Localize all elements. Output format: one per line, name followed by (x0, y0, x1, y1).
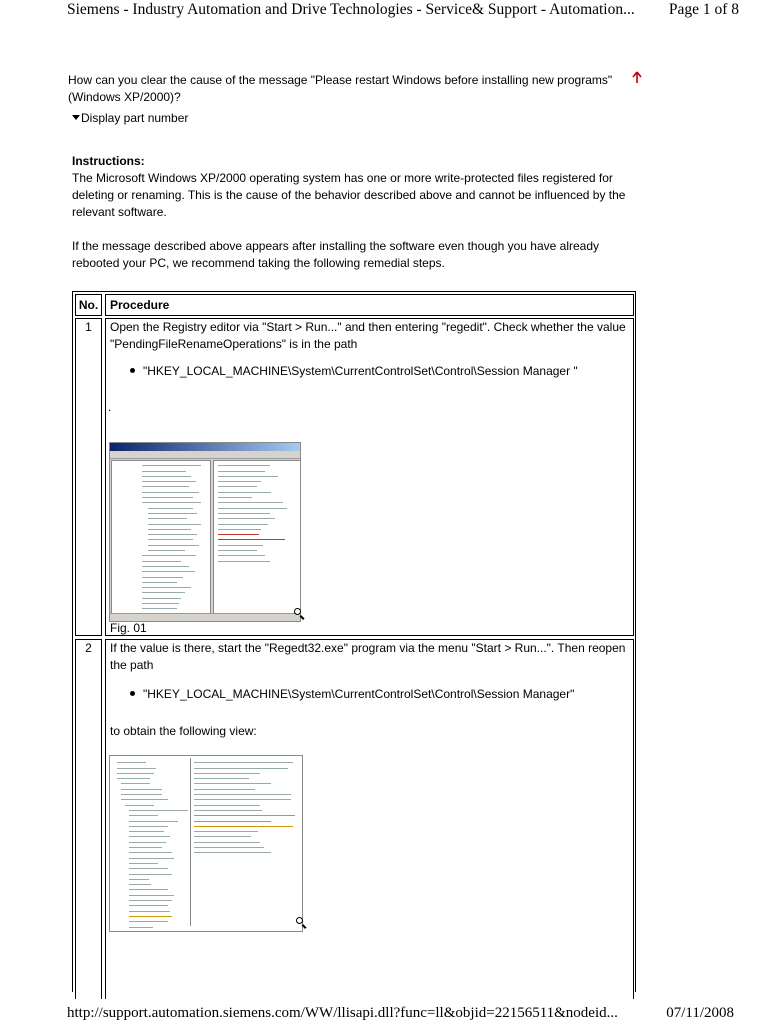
regedit-screenshot[interactable] (109, 442, 301, 622)
screenshot-menubar (110, 451, 300, 459)
bullet-dot-icon (130, 691, 135, 696)
figure-caption: Fig. 01 (110, 621, 147, 635)
row-2-number (75, 639, 102, 999)
step-text: If the value is there, start the "Regedt32.exe" program via the menu "Start > Run...". Then reopen the path (110, 641, 626, 672)
arrow-up-icon[interactable] (631, 71, 643, 85)
page-number: Page 1 of 8 (668, 1, 739, 18)
regedt32-screenshot[interactable] (109, 755, 303, 932)
column-header-procedure: Procedure (105, 294, 634, 316)
registry-path: "HKEY_LOCAL_MACHINE\System\CurrentControlSet\Control\Session Manager " (143, 364, 578, 378)
view-intro: to obtain the following view: (110, 724, 257, 738)
registry-path-bullet (130, 686, 620, 703)
screenshot-values-pane (190, 758, 301, 926)
step-text: Open the Registry editor via "Start > Run..." and then entering "regedit". Check whether the value "PendingFileRenameOperations" is in the path (110, 320, 626, 351)
row-1-procedure (105, 318, 634, 636)
registry-path: "HKEY_LOCAL_MACHINE\System\CurrentControlSet\Control\Session Manager" (143, 687, 575, 701)
column-header-no: No. (75, 294, 102, 316)
display-part-number-link[interactable] (72, 110, 188, 127)
row-number: 1 (85, 320, 92, 334)
header-title: Siemens - Industry Automation and Drive Technologies - Service& Support - Automation... (67, 1, 635, 18)
footer-url[interactable]: http://support.automation.siemens.com/WW/llisapi.dll?func=ll&objid=22156511&nodeid... (67, 1005, 618, 1021)
screenshot-values-pane (213, 460, 301, 614)
stray-period: . (108, 400, 112, 414)
triangle-down-icon (72, 115, 80, 120)
screenshot-titlebar (110, 443, 300, 451)
row-1-number (75, 318, 102, 636)
registry-path-bullet (130, 363, 620, 380)
footer-date: 07/11/2008 (666, 1005, 734, 1021)
row-number: 2 (85, 641, 92, 655)
magnify-icon[interactable] (294, 608, 306, 620)
procedure-table (72, 291, 636, 991)
instructions-heading: Instructions: (72, 154, 145, 168)
instructions-body: The Microsoft Windows XP/2000 operating system has one or more write-protected files registered for deleting or renaming. This is the cause of the behavior described above and cannot be influenced by the relevant software. (72, 171, 626, 219)
remedial-intro: If the message described above appears after installing the software even though you have already rebooted your PC, we recommend taking the following remedial steps. (72, 239, 599, 270)
question-title: How can you clear the cause of the message "Please restart Windows before installing new programs"(Windows XP/2000)? (68, 73, 613, 104)
row-2-procedure (105, 639, 634, 999)
page-header (67, 0, 757, 22)
magnify-icon[interactable] (296, 917, 308, 929)
display-part-number-label: Display part number (81, 111, 189, 125)
screenshot-tree-pane (111, 460, 211, 614)
bullet-dot-icon (130, 368, 135, 373)
page-footer (67, 1004, 757, 1024)
